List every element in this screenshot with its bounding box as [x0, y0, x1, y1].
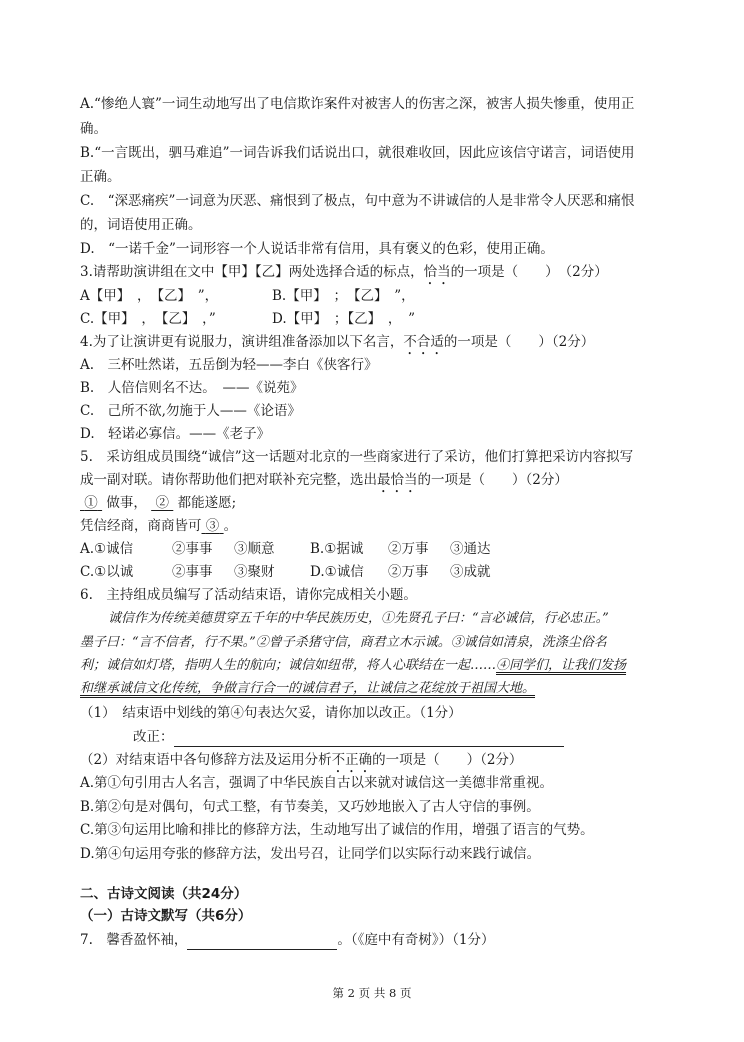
- q3-stem-post: 的一项是（ ） （2分）: [450, 264, 608, 280]
- q6-sub2-post: 的一项是（ ）（2分）: [372, 752, 523, 768]
- q5-couplet-text-2: 都能遂愿;: [177, 495, 237, 511]
- q7-prompt: 7. 馨香盈怀袖，: [80, 932, 188, 948]
- q6-correction-label: 改正：: [133, 729, 174, 745]
- q5-option-d-2: ②万事: [388, 564, 429, 580]
- q5-couplet-text-3: 凭信经商，商商皆可: [80, 518, 202, 534]
- q2-option-a-line1: A.“惨绝人寰”一词生动地写出了电信欺诈案件对被害人的伤害之深，被害人损失惨重，使用正: [80, 96, 635, 112]
- q6-subquestion-1: （1） 结束语中划线的第④句表达欠妥，请你加以改正。（1分）: [80, 705, 462, 721]
- q3-option-b: B.【甲】 ； 【乙】 ”，: [272, 288, 415, 304]
- q3-option-a: A【甲】 ， 【乙】 ”，: [80, 288, 219, 304]
- q5-couplet-text-1: 做事，: [106, 495, 147, 511]
- q3-stem: [80, 262, 608, 288]
- q4-stem-emphasis: 不合适: [403, 334, 444, 350]
- q7-answer-line[interactable]: [187, 934, 337, 950]
- q6-correction-answer-line[interactable]: [174, 731, 564, 747]
- q5-option-a-2: ②事事: [172, 541, 213, 557]
- q5-blank-3: ③: [205, 518, 220, 534]
- q3-option-d: D.【甲】 ；【乙】 ， ”: [272, 311, 416, 327]
- q5-option-d-1: D.①诚信: [310, 564, 364, 580]
- q5-stem-post: 的一项是（ ）（2分）: [417, 472, 568, 488]
- q6-passage-line2: 墨子曰：“言不信者，行不果。”②曾子杀猪守信，商君立木示诚。③诚信如清泉，洗涤尘俗名: [80, 635, 607, 650]
- q5-option-b-3: ③通达: [450, 541, 491, 557]
- q2-option-d: D. “一诺千金”一词形容一个人说话非常有信用，具有褒义的色彩，使用正确。: [80, 241, 554, 257]
- q6-option-a: A.第①句引用古人名言，强调了中华民族自古以来就对诚信这一美德非常重视。: [80, 775, 554, 791]
- q6-stem: 6. 主持组成员编写了活动结束语，请你完成相关小题。: [80, 587, 417, 603]
- q5-option-c-2: ②事事: [172, 564, 213, 580]
- q7-source: 。（《庭中有奇树》）（1分）: [337, 932, 495, 948]
- q4-option-d: D. 轻诺必寡信。——《老子》: [80, 426, 271, 442]
- q6-underlined-sentence-end: 和继承诚信文化传统，争做言行合一的诚信君子，让诚信之花绽放于祖国大地。: [80, 681, 536, 696]
- q2-option-b-line1: B.“一言既出，驷马难追”一词告诉我们话说出口，就很难收回，因此应该信守诺言，词语使用: [80, 145, 635, 161]
- q2-option-c-line2: 的，词语使用正确。: [80, 217, 202, 233]
- q3-stem-pre: 3.请帮助演讲组在文中【甲】【乙】两处选择合适的标点，: [80, 264, 424, 280]
- q6-passage-line4: [80, 679, 535, 699]
- q5-option-b-2: ②万事: [388, 541, 429, 557]
- q5-option-c-3: ③聚财: [234, 564, 275, 580]
- q4-option-b: B. 人倍信则名不达。 ——《说苑》: [80, 380, 304, 396]
- q5-couplet-text-4: 。: [223, 518, 238, 534]
- section-2-subtitle: （一）古诗文默写（共6分）: [80, 908, 252, 924]
- q4-option-c: C. 己所不欲,勿施于人——《论语》: [80, 403, 301, 419]
- q6-passage-line1: 诚信作为传统美德贯穿五千年的中华民族历史，①先贤孔子曰：“言必诚信，行必忠正。”: [108, 611, 609, 626]
- q6-underlined-sentence-start: ④同学们，让我们发扬: [496, 658, 627, 673]
- q5-couplet-upper: [80, 493, 236, 513]
- q5-option-b-1: B.①据诚: [310, 541, 364, 557]
- q5-stem-emphasis: 最恰当: [377, 472, 418, 488]
- q4-stem-pre: 4.为了让演讲更有说服力，演讲组准备添加以下名言，: [80, 334, 404, 350]
- q5-couplet-lower: [80, 516, 237, 536]
- page-footer: 第 2 页 共 8 页: [332, 986, 412, 1000]
- q3-option-c: C.【甲】 ， 【乙】 ，”: [80, 311, 216, 327]
- q5-option-c-1: C.①以诚: [80, 564, 134, 580]
- q5-stem-pre: 成一副对联。请你帮助他们把对联补充完整，选出: [80, 472, 377, 488]
- q4-option-a: A. 三杯吐然诺，五岳倒为轻——李白《侠客行》: [80, 357, 378, 373]
- q6-option-d: D.第④句运用夸张的修辞方法，发出号召，让同学们以实际行动来践行诚信。: [80, 846, 541, 862]
- q5-stem-line1: 5. 采访组成员围绕“诚信”这一话题对北京的一些商家进行了采访，他们打算把采访内容拟写: [80, 449, 634, 465]
- q5-blank-2: ②: [155, 495, 169, 511]
- q6-option-c: C.第③句运用比喻和排比的修辞方法，生动地写出了诚信的作用，增强了语言的气势。: [80, 822, 594, 838]
- q5-option-d-3: ③成就: [450, 564, 491, 580]
- section-2-title: 二、古诗文阅读（共24分）: [80, 886, 248, 902]
- q5-options-row-2: [80, 562, 491, 582]
- q5-options-row-1: [80, 539, 491, 559]
- q6-sub2-emphasis: 不正确: [331, 752, 373, 768]
- q6-passage-line3-text: 利；诚信如灯塔，指明人生的航向；诚信如纽带，将人心联结在一起……: [80, 658, 497, 673]
- q6-sub2-pre: （2）对结束语中各句修辞方法及运用分析: [80, 752, 332, 768]
- q2-option-b-line2: 正确。: [80, 169, 121, 185]
- q3-stem-emphasis: 恰当: [423, 264, 451, 280]
- q6-passage-line3: [80, 656, 626, 676]
- q5-blank-1: ①: [84, 495, 98, 511]
- q5-option-a-1: A.①诚信: [80, 541, 134, 557]
- q7-row: [80, 930, 494, 950]
- q6-correction-row: [133, 727, 564, 747]
- q2-option-c-line1: C. “深恶痛疾”一词意为厌恶、痛恨到了极点，句中意为不讲诚信的人是非常令人厌恶和痛恨: [80, 193, 635, 209]
- q6-option-b: B.第②句是对偶句，句式工整，有节奏美，又巧妙地嵌入了古人守信的事例。: [80, 799, 540, 815]
- q5-option-a-3: ③顺意: [234, 541, 275, 557]
- q4-stem-post: 的一项是（ ）（2分）: [443, 334, 595, 350]
- q2-option-a-line2: 确。: [80, 121, 107, 137]
